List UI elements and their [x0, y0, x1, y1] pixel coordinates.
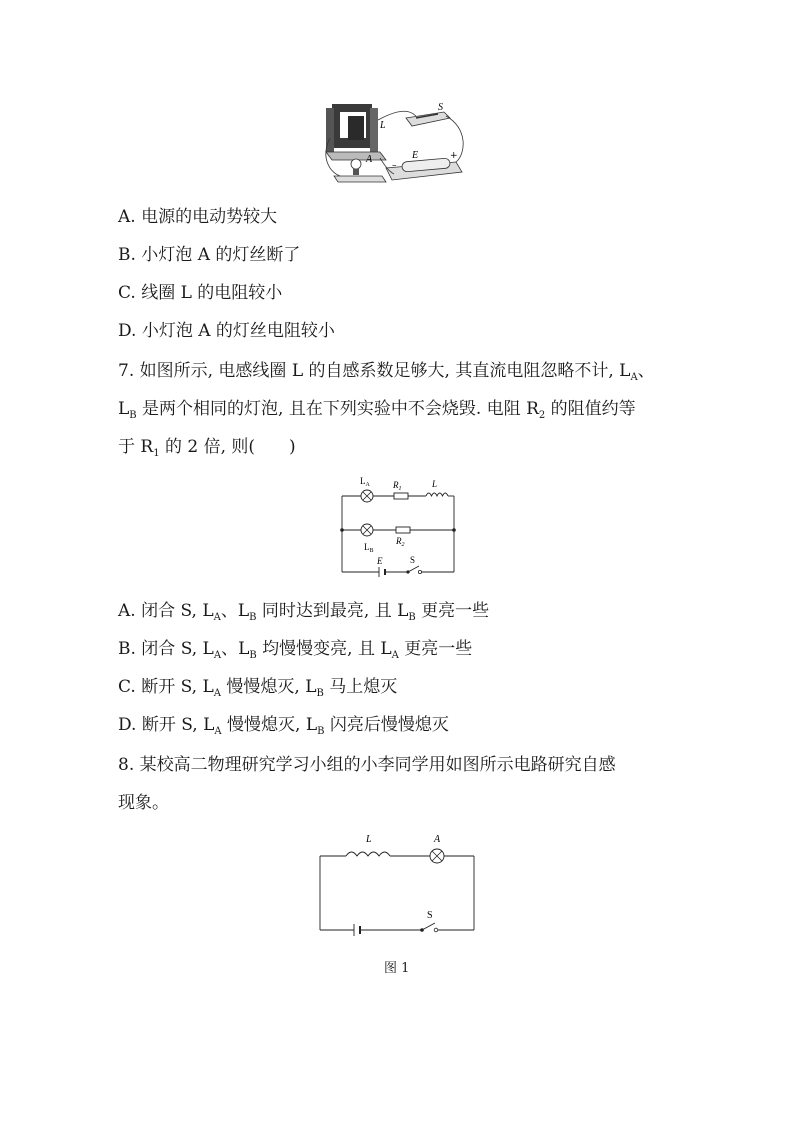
battery: [354, 924, 360, 936]
label-a: A: [434, 834, 441, 845]
lamp-lb: [361, 524, 373, 536]
q7-circuit-figure: [330, 474, 465, 580]
q6-option-b: B. 小灯泡 A 的灯丝断了: [118, 245, 301, 265]
q6-option-c: C. 线圈 L 的电阻较小: [118, 283, 283, 303]
label-r2: $R_2$: [396, 536, 405, 548]
fig-label-plus: +: [450, 151, 458, 161]
fig-label-lamp: A: [366, 154, 373, 165]
q7-option-a: A. 闭合 S, $L_A$、$L_B$ 同时达到最亮, 且 $L_B$ 更亮一些: [118, 601, 490, 623]
q8-stem-line2: 现象。: [118, 793, 169, 813]
q8-stem-line1: 8. 某校高二物理研究学习小组的小李同学用如图所示电路研究自感: [118, 755, 616, 775]
inductor-l: [346, 852, 390, 856]
label-s: S: [410, 555, 416, 565]
lamp-a: [430, 849, 444, 863]
lamp-board: [334, 159, 386, 182]
fig-label-minus: –: [392, 161, 397, 171]
battery-e: [379, 567, 385, 577]
switch-s: [420, 923, 438, 932]
q8-circuit-figure: [312, 830, 482, 940]
battery-board: [386, 158, 462, 180]
switch-board: [406, 112, 450, 126]
label-la: $L_A$: [360, 476, 370, 488]
label-lb: $L_B$: [364, 542, 374, 554]
iron-core: [326, 104, 378, 152]
q6-option-a: A. 电源的电动势较大: [118, 207, 278, 227]
switch-s: [406, 566, 421, 574]
resistor-r1: [394, 493, 408, 499]
label-s: S: [427, 910, 433, 921]
q7-option-b: B. 闭合 S, $L_A$、$L_B$ 均慢慢变亮, 且 $L_A$ 更亮一些: [118, 639, 473, 661]
fig-label-inductor: L: [380, 120, 386, 131]
label-r1: $R_1$: [393, 480, 402, 492]
inductor-l: [426, 493, 448, 496]
q6-apparatus-figure: [320, 98, 470, 194]
lamp-la: [361, 490, 373, 502]
fig-label-switch: S: [438, 102, 443, 113]
fig-label-source: E: [412, 150, 419, 161]
q7-stem-line2: $L_B$ 是两个相同的灯泡, 且在下列实验中不会烧毁. 电阻 $R_2$ 的阻值约等: [118, 399, 636, 421]
q7-stem-line1: 7. 如图所示, 电感线圈 L 的自感系数足够大, 其直流电阻忽略不计, $L_A$、: [118, 361, 655, 383]
q6-option-d: D. 小灯泡 A 的灯丝电阻较小: [118, 321, 335, 341]
q7-option-d: D. 断开 S, $L_A$ 慢慢熄灭, $L_B$ 闪亮后慢慢熄灭: [118, 715, 449, 737]
label-e: E: [377, 556, 383, 566]
q7-option-c: C. 断开 S, $L_A$ 慢慢熄灭, $L_B$ 马上熄灭: [118, 677, 398, 699]
label-l: L: [432, 479, 438, 489]
q8-figure-caption: 图 1: [384, 961, 410, 976]
resistor-r2: [396, 527, 410, 533]
q7-stem-line3: 于 $R_1$ 的 2 倍, 则( ): [118, 437, 296, 459]
label-l: L: [366, 834, 372, 845]
